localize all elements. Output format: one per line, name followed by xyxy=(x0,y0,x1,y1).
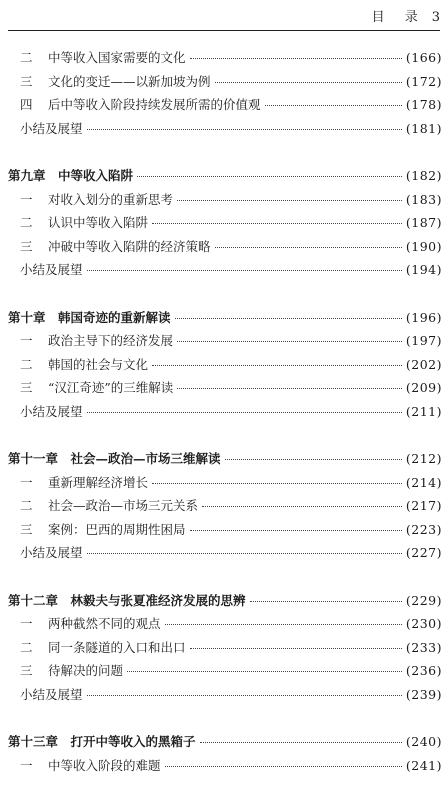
dot-leader xyxy=(265,105,402,106)
dot-leader xyxy=(225,459,402,460)
toc-entry-title: 冲破中等收入陷阱的经济策略 xyxy=(48,238,211,254)
toc-item-number: 三 xyxy=(20,380,33,395)
toc-entry-title: 两种截然不同的观点 xyxy=(48,616,161,631)
toc-page-number: (196) xyxy=(405,309,442,325)
toc-item-number: 二 xyxy=(20,356,33,372)
toc-item[interactable] xyxy=(8,496,442,520)
toc-item-number: 一 xyxy=(20,757,33,773)
toc-page-number: (223) xyxy=(405,521,442,537)
toc-item[interactable] xyxy=(8,473,442,497)
toc-page-number: (183) xyxy=(405,191,442,207)
toc-item[interactable] xyxy=(8,355,442,379)
toc-entry-title: 小结及展望 xyxy=(20,545,83,560)
toc-entry-title: 文化的变迁——以新加坡为例 xyxy=(48,73,211,89)
dot-leader xyxy=(190,58,402,59)
toc-item-number: 二 xyxy=(20,498,33,513)
toc-page-number: (181) xyxy=(405,120,442,136)
toc-page-number: (190) xyxy=(405,238,442,254)
toc-summary[interactable] xyxy=(8,543,442,567)
dot-leader xyxy=(152,223,402,224)
header-section-title: 目 录 xyxy=(371,10,426,25)
toc-summary[interactable] xyxy=(8,402,442,426)
toc-entry-title: 重新理解经济增长 xyxy=(48,474,149,490)
toc-page-number: (172) xyxy=(405,73,442,89)
toc-entry-title: “汉江奇迹”的三维解读 xyxy=(48,380,174,395)
dot-leader xyxy=(165,766,402,767)
toc-item-number: 一 xyxy=(20,333,33,348)
toc-entry-title: 案例：巴西的周期性困局 xyxy=(48,521,186,537)
dot-leader xyxy=(177,200,402,201)
toc-entry-title: 第十章 韩国奇迹的重新解读 xyxy=(8,309,171,325)
toc-item[interactable] xyxy=(8,213,442,237)
toc-item-number: 一 xyxy=(20,616,33,631)
toc-entry-title: 中等收入阶段的难题 xyxy=(48,757,161,773)
dot-leader xyxy=(127,671,402,672)
dot-leader xyxy=(87,270,402,271)
toc-item[interactable] xyxy=(8,237,442,261)
dot-leader xyxy=(152,483,402,484)
dot-leader xyxy=(87,695,402,696)
toc-page-number: (197) xyxy=(405,333,442,348)
toc-page-number: (178) xyxy=(405,97,442,112)
toc-entry-title: 待解决的问题 xyxy=(48,663,124,678)
toc-page-number: (187) xyxy=(405,215,442,230)
dot-leader xyxy=(190,648,402,649)
table-of-contents xyxy=(8,48,442,803)
toc-page-number: (236) xyxy=(405,663,442,678)
toc-item-number: 三 xyxy=(20,238,33,254)
toc-page-number: (202) xyxy=(405,356,442,372)
toc-item-number: 二 xyxy=(20,215,33,230)
toc-entry-title: 对收入划分的重新思考 xyxy=(48,191,174,207)
toc-entry-title: 第九章 中等收入陷阱 xyxy=(8,168,134,183)
toc-item-number: 三 xyxy=(20,73,33,89)
toc-chapter-heading[interactable] xyxy=(8,732,442,756)
toc-item[interactable] xyxy=(8,72,442,96)
header-page-number: 3 xyxy=(431,10,440,25)
toc-entry-title: 小结及展望 xyxy=(20,686,83,702)
toc-page-number: (230) xyxy=(405,616,442,631)
toc-item-number: 四 xyxy=(20,97,33,112)
toc-entry-title: 小结及展望 xyxy=(20,403,83,419)
toc-page-number: (227) xyxy=(405,545,442,560)
toc-item[interactable] xyxy=(8,614,442,638)
dot-leader xyxy=(152,365,402,366)
toc-section xyxy=(8,308,442,426)
dot-leader xyxy=(250,601,402,602)
toc-section xyxy=(8,166,442,284)
toc-page-number: (214) xyxy=(405,474,442,490)
toc-item-number: 一 xyxy=(20,474,33,490)
dot-leader xyxy=(177,341,402,342)
toc-item[interactable] xyxy=(8,756,442,780)
toc-entry-title: 同一条隧道的入口和出口 xyxy=(48,639,186,655)
toc-page-number: (241) xyxy=(405,757,442,773)
toc-item[interactable] xyxy=(8,378,442,402)
toc-entry-title: 中等收入国家需要的文化 xyxy=(48,50,186,65)
toc-page-number: (217) xyxy=(405,498,442,513)
toc-item-number: 三 xyxy=(20,663,33,678)
toc-section xyxy=(8,48,442,142)
toc-page-number: (182) xyxy=(405,168,442,183)
toc-page-number: (233) xyxy=(405,639,442,655)
toc-item-number: 二 xyxy=(20,639,33,655)
toc-section xyxy=(8,732,442,779)
dot-leader xyxy=(87,553,402,554)
dot-leader xyxy=(202,506,402,507)
toc-page-number: (212) xyxy=(405,451,442,466)
toc-section xyxy=(8,449,442,567)
dot-leader xyxy=(190,530,402,531)
toc-item[interactable] xyxy=(8,331,442,355)
dot-leader xyxy=(215,82,402,83)
toc-entry-title: 社会—政治—市场三元关系 xyxy=(48,498,199,513)
toc-entry-title: 第十三章 打开中等收入的黑箱子 xyxy=(8,734,196,749)
toc-item-number: 二 xyxy=(20,50,33,65)
dot-leader xyxy=(165,624,402,625)
toc-entry-title: 小结及展望 xyxy=(20,262,83,277)
toc-page-number: (211) xyxy=(405,403,442,419)
running-header xyxy=(8,0,440,31)
toc-chapter-heading[interactable] xyxy=(8,308,442,332)
toc-entry-title: 韩国的社会与文化 xyxy=(48,356,149,372)
toc-item-number: 三 xyxy=(20,521,33,537)
dot-leader xyxy=(200,742,402,743)
header-text xyxy=(372,6,440,25)
toc-item[interactable] xyxy=(8,661,442,685)
toc-page-number: (239) xyxy=(405,686,442,702)
toc-item[interactable] xyxy=(8,638,442,662)
toc-summary[interactable] xyxy=(8,685,442,709)
toc-entry-title: 第十二章 林毅夫与张夏准经济发展的思辨 xyxy=(8,592,246,608)
dot-leader xyxy=(137,176,402,177)
toc-chapter-heading[interactable] xyxy=(8,449,442,473)
toc-entry-title: 认识中等收入陷阱 xyxy=(48,215,149,230)
dot-leader xyxy=(215,247,402,248)
toc-entry-title: 后中等收入阶段持续发展所需的价值观 xyxy=(48,97,261,112)
toc-item[interactable] xyxy=(8,520,442,544)
toc-entry-title: 第十一章 社会—政治—市场三维解读 xyxy=(8,451,221,466)
toc-chapter-heading[interactable] xyxy=(8,166,442,190)
toc-page-number: (209) xyxy=(405,380,442,395)
toc-entry-title: 政治主导下的经济发展 xyxy=(48,333,174,348)
toc-page-number: (240) xyxy=(405,734,442,749)
toc-page-number: (229) xyxy=(405,592,442,608)
toc-item-number: 一 xyxy=(20,191,33,207)
dot-leader xyxy=(87,412,402,413)
dot-leader xyxy=(177,388,402,389)
toc-item[interactable] xyxy=(8,48,442,72)
toc-item[interactable] xyxy=(8,190,442,214)
dot-leader xyxy=(175,318,402,319)
toc-summary[interactable] xyxy=(8,260,442,284)
dot-leader xyxy=(87,129,402,130)
toc-section xyxy=(8,591,442,709)
toc-item[interactable] xyxy=(8,95,442,119)
toc-page-number: (166) xyxy=(405,50,442,65)
toc-chapter-heading[interactable] xyxy=(8,591,442,615)
toc-summary[interactable] xyxy=(8,119,442,143)
toc-entry-title: 小结及展望 xyxy=(20,120,83,136)
toc-page-number: (194) xyxy=(405,262,442,277)
